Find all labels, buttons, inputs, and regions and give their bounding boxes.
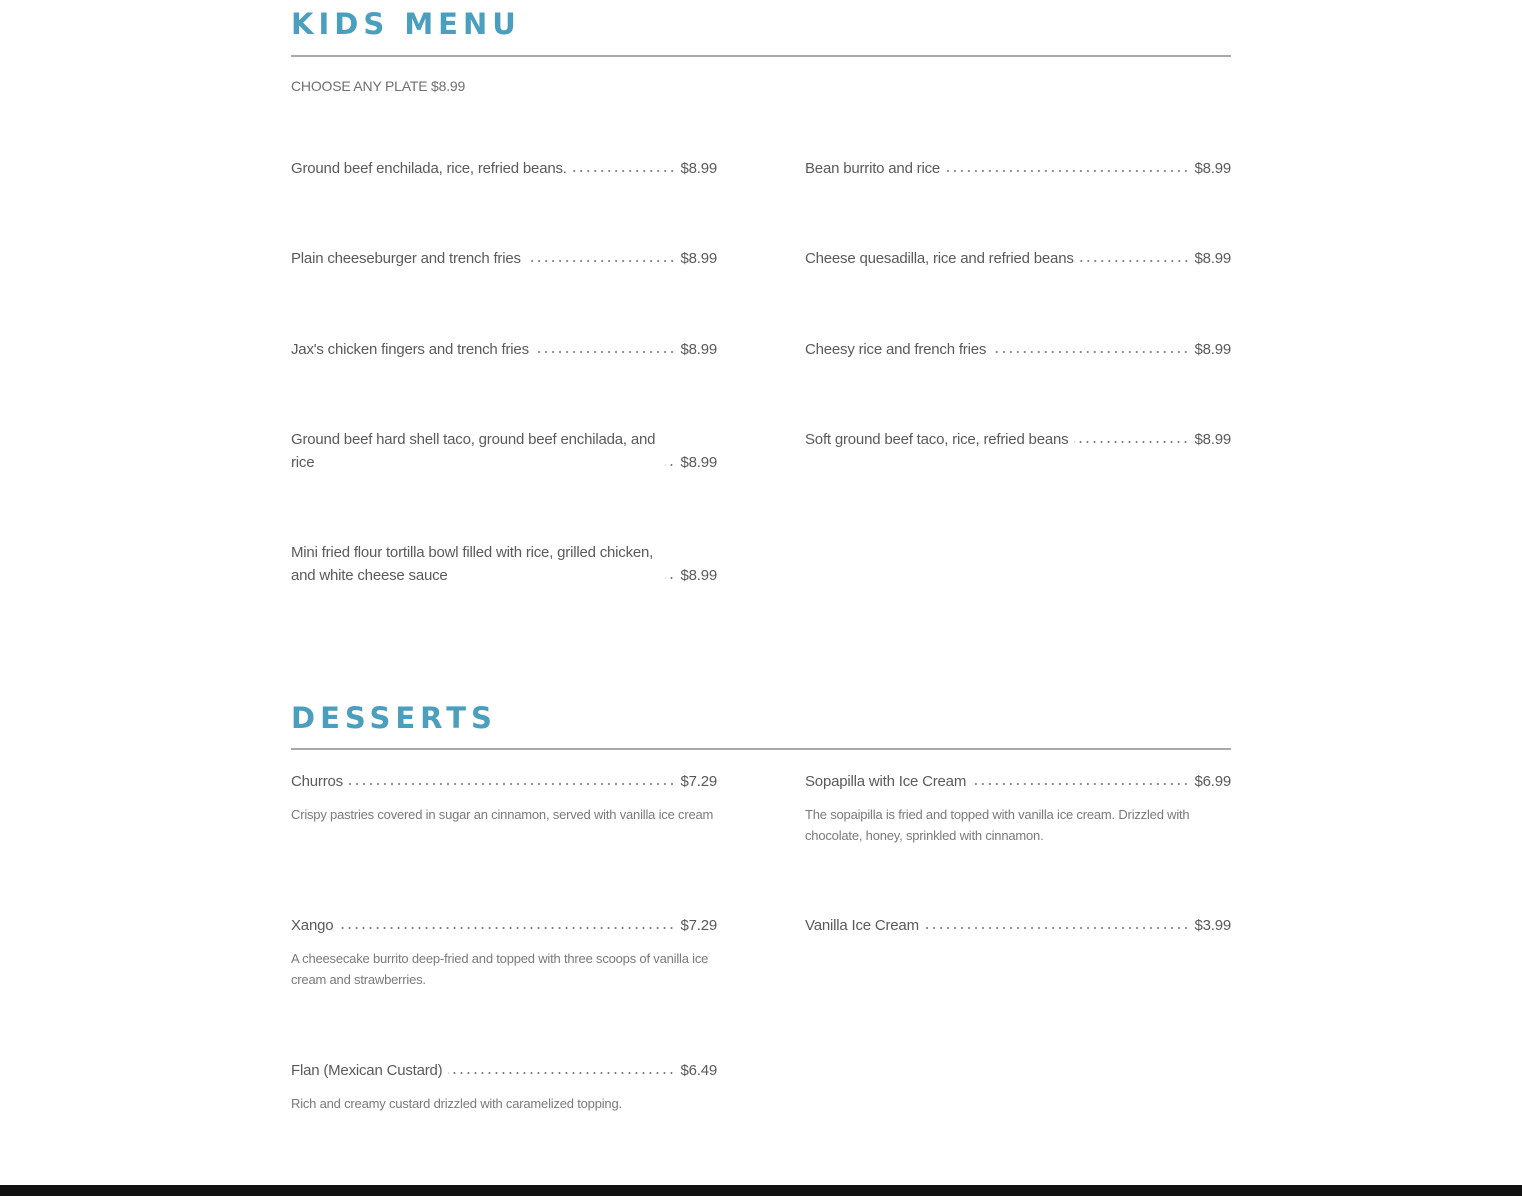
footer-bar bbox=[0, 1185, 1522, 1196]
item-name: Xango bbox=[291, 917, 334, 934]
dot-leader bbox=[972, 782, 1189, 786]
dot-leader bbox=[925, 926, 1190, 930]
dessert-item bbox=[805, 914, 1231, 937]
dot-leader bbox=[527, 259, 676, 263]
item-description: Rich and creamy custard drizzled with caramelized topping. bbox=[291, 1096, 622, 1111]
dessert-item bbox=[805, 770, 1231, 846]
item-name: Ground beef enchilada, rice, refried beans. bbox=[291, 160, 567, 177]
kids-item bbox=[291, 541, 717, 587]
kids-menu-divider bbox=[291, 55, 1231, 57]
item-name: Mini fried flour tortilla bowl filled with rice, grilled chicken, and white cheese sauce bbox=[291, 544, 654, 584]
item-price: $8.99 bbox=[680, 250, 717, 267]
desserts-divider bbox=[291, 748, 1231, 750]
item-price: $6.99 bbox=[1194, 773, 1231, 790]
dot-leader bbox=[992, 350, 1189, 354]
dot-leader bbox=[535, 350, 676, 354]
dot-leader bbox=[665, 463, 675, 467]
item-price: $7.29 bbox=[680, 917, 717, 934]
item-description: Crispy pastries covered in sugar an cinnamon, served with vanilla ice cream bbox=[291, 807, 714, 822]
kids-menu-title: KIDS MENU bbox=[291, 7, 521, 41]
item-price: $8.99 bbox=[680, 160, 717, 177]
dot-leader bbox=[1074, 440, 1189, 444]
kids-item bbox=[291, 338, 717, 361]
kids-item bbox=[805, 428, 1231, 451]
item-name: Ground beef hard shell taco, ground beef enchilada, and rice bbox=[291, 431, 656, 471]
dot-leader bbox=[946, 169, 1189, 173]
kids-item bbox=[291, 428, 717, 474]
item-price: $8.99 bbox=[1194, 431, 1231, 448]
desserts-title: DESSERTS bbox=[291, 701, 497, 735]
kids-item bbox=[291, 157, 717, 180]
dot-leader bbox=[339, 926, 675, 930]
item-price: $8.99 bbox=[1194, 160, 1231, 177]
item-price: $8.99 bbox=[1194, 341, 1231, 358]
item-description: A cheesecake burrito deep-fried and topped with three scoops of vanilla ice cream and strawberries. bbox=[291, 951, 709, 987]
item-price: $3.99 bbox=[1194, 917, 1231, 934]
item-price: $8.99 bbox=[680, 341, 717, 358]
kids-item bbox=[291, 247, 717, 270]
kids-item bbox=[805, 247, 1231, 270]
item-description: The sopaipilla is fried and topped with vanilla ice cream. Drizzled with chocolate, honey, sprinkled with cinnamon. bbox=[805, 807, 1190, 843]
item-price: $8.99 bbox=[680, 454, 717, 471]
dot-leader bbox=[665, 576, 675, 580]
dot-leader bbox=[1080, 259, 1190, 263]
item-name: Flan (Mexican Custard) bbox=[291, 1062, 443, 1079]
dot-leader bbox=[448, 1071, 675, 1075]
dessert-item bbox=[291, 770, 717, 825]
item-name: Soft ground beef taco, rice, refried beans bbox=[805, 431, 1069, 448]
item-price: $7.29 bbox=[680, 773, 717, 790]
dot-leader bbox=[349, 782, 676, 786]
item-name: Jax's chicken fingers and trench fries bbox=[291, 341, 529, 358]
item-name: Bean burrito and rice bbox=[805, 160, 941, 177]
item-name: Cheese quesadilla, rice and refried beans bbox=[805, 250, 1074, 267]
item-name: Cheesy rice and french fries bbox=[805, 341, 987, 358]
dessert-item bbox=[291, 914, 717, 990]
item-name: Plain cheeseburger and trench fries bbox=[291, 250, 521, 267]
item-name: Churros bbox=[291, 773, 343, 790]
item-price: $6.49 bbox=[680, 1062, 717, 1079]
item-price: $8.99 bbox=[1194, 250, 1231, 267]
kids-item bbox=[805, 157, 1231, 180]
dessert-item bbox=[291, 1059, 717, 1114]
item-name: Sopapilla with Ice Cream bbox=[805, 773, 967, 790]
kids-item bbox=[805, 338, 1231, 361]
dot-leader bbox=[573, 169, 676, 173]
kids-menu-note: CHOOSE ANY PLATE $8.99 bbox=[291, 78, 466, 94]
item-name: Vanilla Ice Cream bbox=[805, 917, 919, 934]
item-price: $8.99 bbox=[680, 567, 717, 584]
